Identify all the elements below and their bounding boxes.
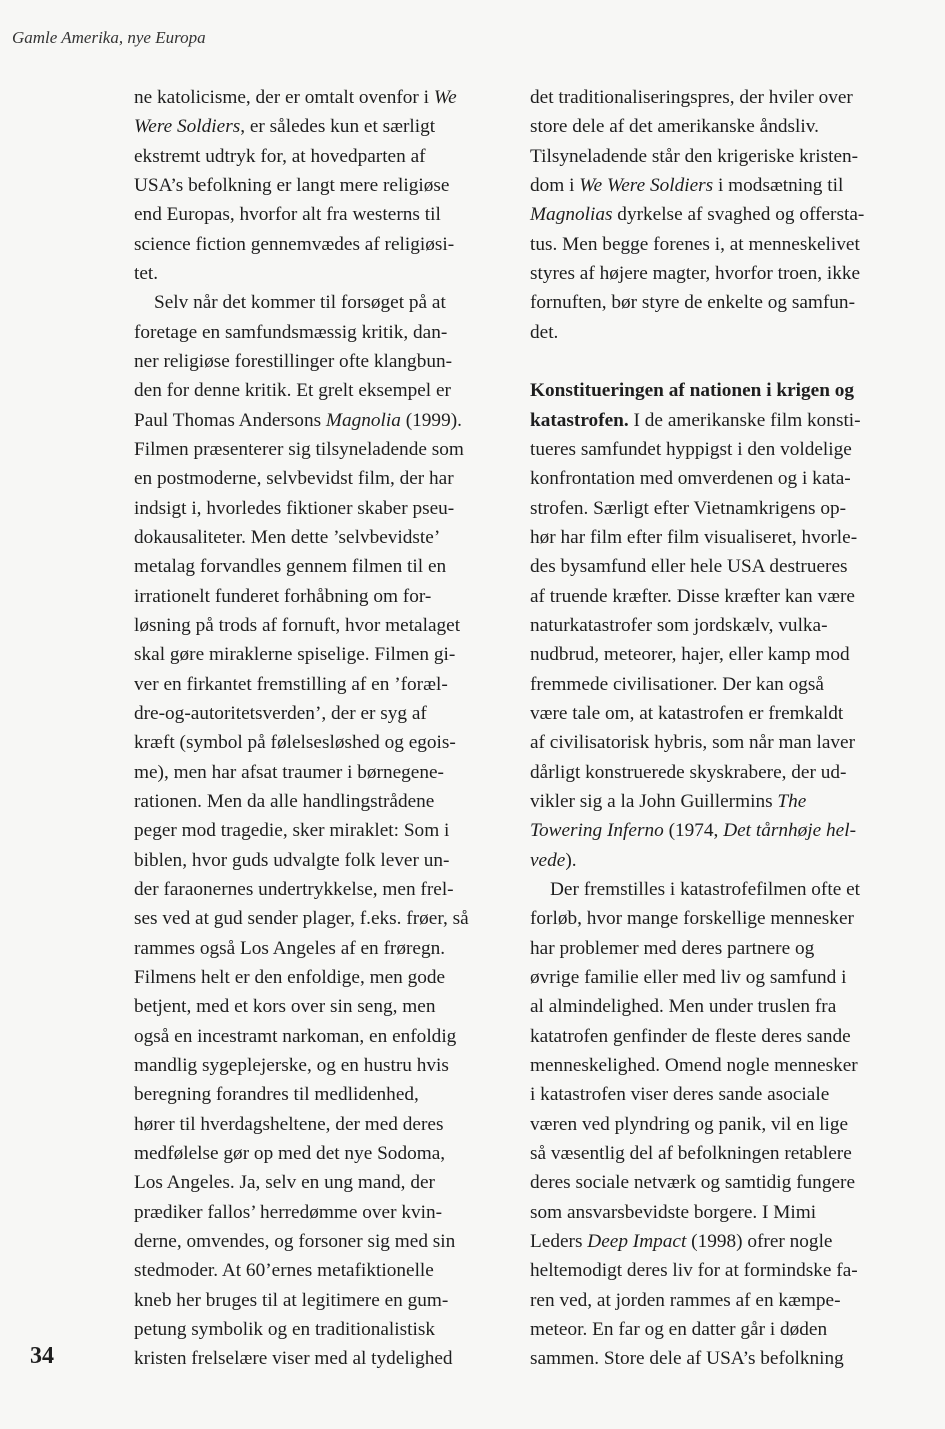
text-line — [134, 288, 446, 317]
body-text: kræft (symbol på følelsesløshed og egois- — [134, 732, 456, 754]
text-line — [530, 1080, 829, 1109]
body-text: betjent, med et kors over sin seng, men — [134, 996, 436, 1018]
text-line — [530, 728, 855, 757]
text-line — [530, 816, 856, 845]
section-heading-text: katastrofen. — [530, 409, 629, 431]
text-line — [530, 1344, 844, 1373]
text-line — [530, 523, 857, 552]
body-text: det traditionaliseringspres, der hviler over — [530, 87, 853, 108]
text-line — [134, 963, 445, 992]
body-text: Selv når det kommer til forsøget på at — [154, 292, 446, 314]
text-line — [134, 494, 454, 523]
section-heading-text: Konstitueringen af nationen i krigen og — [530, 380, 855, 402]
text-line — [134, 816, 449, 845]
body-text: styres af højere magter, hvorfor troen, ikke — [530, 262, 861, 284]
body-text: ses ved at gud sender plager, f.eks. frøer, så — [134, 908, 469, 930]
body-text: derne, omvendes, og forsoner sig med sin — [134, 1230, 456, 1252]
text-line — [134, 376, 451, 405]
body-text: katatrofen genfinder de fleste deres sande — [530, 1025, 851, 1047]
text-line — [530, 1051, 858, 1080]
body-text: Paul Thomas Andersons — [134, 409, 326, 431]
body-text: science fiction gennemvædes af religiøsi- — [134, 233, 455, 255]
body-text: hører til hverdagsheltene, der med deres — [134, 1113, 444, 1135]
body-text: også en incestramt narkoman, en enfoldig — [134, 1025, 457, 1047]
body-text: hør har film efter film visualiseret, hvorle- — [530, 526, 858, 548]
italic-title-text: vede — [530, 849, 566, 871]
text-line — [530, 640, 850, 669]
text-line — [530, 552, 848, 581]
text-line — [134, 699, 427, 728]
body-text: foretage en samfundsmæssig kritik, dan- — [134, 321, 448, 343]
text-line — [530, 582, 855, 611]
text-line — [530, 963, 846, 992]
text-line — [134, 1198, 442, 1227]
body-text: (1999). — [400, 409, 462, 431]
text-line — [134, 787, 434, 816]
body-text: irrationelt funderet forhåbning om for- — [134, 585, 432, 607]
body-text: medfølelse gør op med det nye Sodoma, — [134, 1142, 446, 1164]
text-line — [530, 611, 828, 640]
italic-title-text: Towering Inferno — [530, 820, 664, 842]
text-line — [530, 112, 819, 141]
text-line — [134, 230, 454, 259]
text-line — [134, 83, 457, 112]
text-line — [134, 112, 435, 141]
text-line — [134, 640, 455, 669]
body-text: prædiker fallos’ herredømme over kvin- — [134, 1201, 443, 1223]
body-text: Leders — [530, 1230, 588, 1252]
body-text: Tilsyneladende står den krigeriske kristen- — [530, 145, 859, 167]
text-line — [134, 406, 462, 435]
text-line — [530, 171, 843, 200]
body-text: tueres samfundet hyppigst i den voldelige — [530, 438, 852, 460]
body-text: Los Angeles. Ja, selv en ung mand, der — [134, 1172, 435, 1194]
body-text: mandlig sygeplejerske, og en hustru hvis — [134, 1054, 449, 1076]
text-line — [134, 523, 440, 552]
text-line — [134, 1227, 455, 1256]
page-number: 34 — [30, 1343, 54, 1369]
text-line — [530, 699, 843, 728]
body-text: Der fremstilles i katastrofefilmen ofte et — [550, 878, 860, 900]
body-text: kneb her bruges til at legitimere en gum- — [134, 1289, 449, 1311]
body-text: dårligt konstruerede skyskrabere, der ud- — [530, 761, 847, 783]
body-text: ver en firkantet fremstilling af en ’foræl- — [134, 673, 448, 695]
italic-title-text: Were Soldiers — [134, 116, 241, 138]
text-line — [530, 200, 864, 229]
body-text: dyrkelse af svaghed og offersta- — [612, 204, 865, 226]
text-line — [134, 611, 460, 640]
body-text: forløb, hvor mange forskellige mennesker — [530, 908, 854, 930]
body-text: dom i — [530, 174, 580, 196]
text-line — [134, 200, 441, 229]
text-line — [530, 318, 558, 347]
body-text: me), men har afsat traumer i børnegene- — [134, 761, 444, 783]
text-line — [134, 1051, 449, 1080]
text-line — [530, 288, 855, 317]
body-text: rammes også Los Angeles af en frøregn. — [134, 937, 446, 959]
text-line — [530, 904, 854, 933]
body-text: skal gøre miraklerne spiselige. Filmen gi- — [134, 644, 456, 666]
body-text: den for denne kritik. Et grelt eksempel er — [134, 380, 451, 402]
body-text: der faraonernes undertrykkelse, men frel- — [134, 878, 454, 900]
body-text: menneskelighed. Omend nogle mennesker — [530, 1054, 858, 1076]
body-text: har problemer med deres partnere og — [530, 937, 815, 959]
body-text: biblen, hvor guds udvalgte folk lever un- — [134, 849, 450, 871]
running-head: Gamle Amerika, nye Europa — [12, 28, 206, 47]
text-line — [530, 1022, 851, 1051]
text-line — [530, 875, 860, 904]
body-text: ekstremt udtryk for, at hovedparten af — [134, 145, 426, 167]
body-text: ). — [565, 849, 577, 871]
body-text: som ansvarsbevidste borgere. I Mimi — [530, 1201, 817, 1223]
text-line — [530, 787, 806, 816]
body-text: en postmoderne, selvbevidst film, der har — [134, 468, 454, 490]
text-line — [134, 1256, 434, 1285]
body-text: af truende kræfter. Disse kræfter kan være — [530, 585, 855, 607]
body-text: være tale om, at katastrofen er fremkaldt — [530, 702, 844, 724]
text-line — [134, 171, 449, 200]
body-text: ner religiøse forestillinger ofte klangbun- — [134, 350, 453, 372]
text-line — [530, 259, 860, 288]
text-line — [530, 1315, 827, 1344]
body-text: Filmens helt er den enfoldige, men gode — [134, 966, 446, 988]
body-text: heltemodigt deres liv for at formindske fa- — [530, 1260, 858, 1282]
body-text: USA’s befolkning er langt mere religiøse — [134, 174, 450, 196]
body-text: løsning på trods af fornuft, hvor metalaget — [134, 614, 461, 636]
text-line — [134, 259, 158, 288]
body-text: fremmede civilisationer. Der kan også — [530, 673, 824, 695]
body-text: fornuften, bør styre de enkelte og samfun- — [530, 292, 855, 314]
body-text: end Europas, hvorfor alt fra westerns til — [134, 204, 441, 226]
text-line — [134, 728, 456, 757]
body-text: al almindelighed. Men under truslen fra — [530, 996, 837, 1018]
body-text: stedmoder. At 60’ernes metafiktionelle — [134, 1260, 434, 1282]
text-line — [134, 1315, 435, 1344]
body-text: af civilisatorisk hybris, som når man laver — [530, 732, 856, 754]
body-text: metalag forvandles gennem filmen til en — [134, 556, 447, 578]
body-text: naturkatastrofer som jordskælv, vulka- — [530, 614, 828, 636]
body-text: store dele af det amerikanske åndsliv. — [530, 116, 819, 138]
text-line — [134, 758, 444, 787]
text-line — [134, 1344, 453, 1373]
body-text: tus. Men begge forenes i, at menneskelivet — [530, 233, 860, 255]
text-line — [134, 1080, 419, 1109]
text-line — [134, 552, 446, 581]
body-text: des bysamfund eller hele USA destrueres — [530, 556, 848, 578]
body-text: konfrontation med omverdenen og i kata- — [530, 468, 851, 490]
text-line — [530, 376, 854, 405]
text-line — [530, 1256, 858, 1285]
text-line — [530, 406, 861, 435]
body-text: Filmen præsenterer sig tilsyneladende som — [134, 438, 464, 460]
text-line — [530, 846, 577, 875]
text-line — [134, 318, 447, 347]
text-line — [134, 934, 445, 963]
body-text: nudbrud, meteorer, hajer, eller kamp mod — [530, 644, 850, 666]
body-text: (1974, — [663, 820, 724, 842]
text-line — [530, 934, 814, 963]
body-text: (1998) ofrer nogle — [686, 1230, 833, 1252]
body-text: tet. — [134, 262, 159, 284]
text-line — [134, 582, 431, 611]
body-text: ren ved, at jorden rammes af en kæmpe- — [530, 1289, 841, 1311]
text-line — [134, 992, 435, 1021]
italic-title-text: Magnolia — [325, 409, 401, 431]
text-line — [134, 1286, 448, 1315]
text-line — [530, 1139, 852, 1168]
body-text: beregning forandres til medlidenhed, — [134, 1084, 419, 1106]
text-line — [530, 1110, 848, 1139]
text-line — [134, 142, 426, 171]
text-line — [530, 1286, 841, 1315]
text-line — [530, 1168, 855, 1197]
body-text: i katastrofen viser deres sande asociale — [530, 1084, 830, 1106]
text-line — [134, 435, 464, 464]
text-line — [530, 758, 846, 787]
body-text: petung symbolik og en traditionalistisk — [134, 1318, 435, 1340]
body-text: sammen. Store dele af USA’s befolkning — [530, 1348, 844, 1370]
body-text: , er således kun et særligt — [240, 116, 436, 138]
body-text: rationen. Men da alle handlingstrådene — [134, 790, 435, 812]
italic-title-text: We — [433, 87, 457, 108]
text-line — [530, 670, 824, 699]
text-line — [134, 347, 452, 376]
body-text: indsigt i, hvorledes fiktioner skaber pseu- — [134, 497, 455, 519]
body-text: deres sociale netværk og samtidig fungere — [530, 1172, 856, 1194]
text-line — [134, 1110, 443, 1139]
text-line — [134, 1022, 456, 1051]
text-line — [530, 230, 860, 259]
body-text: kristen frelselære viser med al tydelighed — [134, 1348, 453, 1370]
body-text: dre-og-autoritetsverden’, der er syg af — [134, 702, 427, 724]
text-line — [530, 142, 858, 171]
body-text: dokausaliteter. Men dette ’selvbevidste’ — [134, 526, 441, 548]
italic-title-text: We Were Soldiers — [579, 174, 714, 196]
text-line — [134, 1168, 435, 1197]
body-text: strofen. Særligt efter Vietnamkrigens op- — [530, 497, 847, 519]
text-line — [530, 1198, 816, 1227]
body-text: vikler sig a la John Guillermins — [530, 790, 778, 812]
text-line — [530, 992, 836, 1021]
body-text: meteor. En far og en datter går i døden — [530, 1318, 828, 1340]
italic-title-text: Deep Impact — [587, 1230, 687, 1252]
italic-title-text: The — [777, 790, 807, 812]
body-text: i modsætning til — [713, 174, 844, 196]
text-line — [134, 670, 448, 699]
text-line — [530, 83, 853, 112]
body-text: ne katolicisme, der er omtalt ovenfor i — [134, 87, 434, 108]
text-line — [530, 494, 846, 523]
text-line — [134, 846, 449, 875]
italic-title-text: Det tårnhøje hel- — [723, 820, 856, 842]
body-text: øvrige familie eller med liv og samfund i — [530, 966, 847, 988]
italic-title-text: Magnolias — [530, 204, 613, 226]
body-text: så væsentlig del af befolkningen retablere — [530, 1142, 852, 1164]
body-text: væren ved plyndring og panik, vil en lige — [530, 1113, 849, 1135]
text-line — [134, 875, 454, 904]
body-text: det. — [530, 321, 559, 343]
text-line — [530, 464, 851, 493]
text-line — [530, 1227, 833, 1256]
body-text: peger mod tragedie, sker miraklet: Som i — [134, 820, 450, 842]
body-text: I de amerikanske film konsti- — [628, 409, 861, 431]
text-line — [134, 904, 469, 933]
text-line — [530, 435, 852, 464]
text-line — [134, 464, 454, 493]
text-line — [134, 1139, 445, 1168]
